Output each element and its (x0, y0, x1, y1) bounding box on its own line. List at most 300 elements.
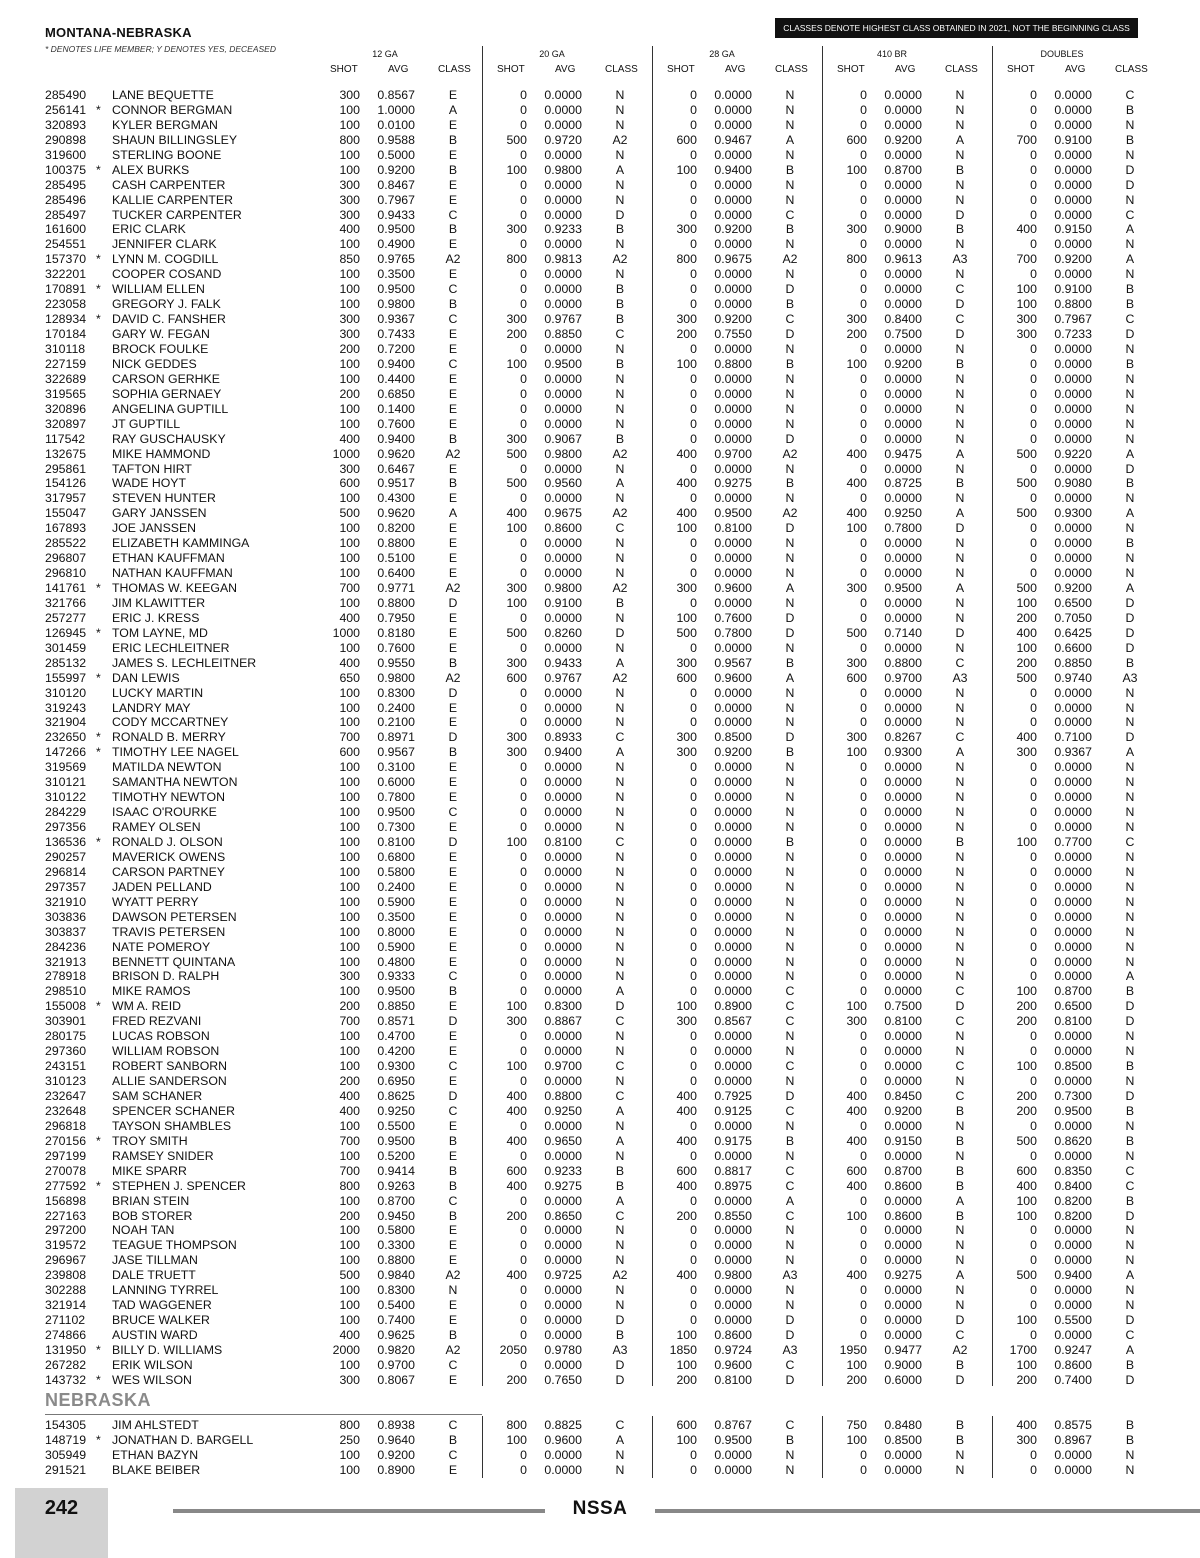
class-12ga: E (448, 1223, 458, 1238)
member-id: 320896 (45, 401, 87, 416)
class-410br: A (955, 446, 965, 461)
life-member-mark: * (96, 1178, 101, 1193)
member-name: GARY JANSSEN (112, 506, 207, 521)
class-410br: B (955, 476, 965, 491)
avg-20ga: 0.0000 (544, 1283, 582, 1298)
class-20ga: N (615, 610, 625, 625)
avg-410br: 0.0000 (884, 700, 922, 715)
shot-doubles: 500 (1016, 1268, 1037, 1283)
class-12ga: E (448, 1118, 458, 1133)
shot-410br: 0 (860, 790, 867, 805)
shot-28ga: 300 (676, 581, 697, 596)
shot-12ga: 100 (339, 1253, 360, 1268)
class-28ga: N (785, 1074, 795, 1089)
member-id: 310122 (45, 790, 87, 805)
avg-410br: 0.0000 (884, 835, 922, 849)
avg-28ga: 0.8817 (714, 1163, 752, 1178)
shot-20ga: 0 (520, 416, 527, 431)
table-row (0, 805, 1200, 820)
member-id: 296810 (45, 566, 87, 581)
shot-doubles: 0 (1030, 1298, 1037, 1313)
avg-28ga: 0.9125 (714, 1103, 752, 1118)
shot-28ga: 500 (676, 625, 697, 640)
shot-28ga: 0 (690, 1223, 697, 1238)
shot-doubles: 500 (1016, 476, 1037, 491)
avg-28ga: 0.0000 (714, 147, 752, 162)
class-20ga: D (615, 207, 625, 222)
class-12ga: C (448, 312, 458, 327)
shot-doubles: 0 (1030, 700, 1037, 715)
avg-doubles: 0.0000 (1054, 790, 1092, 805)
avg-doubles: 0.0000 (1054, 1328, 1092, 1343)
class-doubles: C (1125, 88, 1135, 102)
member-name: ERIC J. KRESS (112, 610, 200, 625)
class-20ga: N (615, 790, 625, 805)
member-name: KALLIE CARPENTER (112, 192, 233, 207)
class-doubles: N (1125, 820, 1135, 835)
shot-12ga: 100 (339, 1044, 360, 1059)
shot-20ga: 0 (520, 1148, 527, 1163)
table-row (0, 208, 1200, 223)
class-28ga: N (785, 88, 795, 102)
shot-20ga: 300 (506, 222, 527, 237)
avg-410br: 0.0000 (884, 267, 922, 282)
class-20ga: A (615, 1193, 625, 1208)
class-12ga: E (448, 1462, 458, 1477)
life-member-mark: * (96, 625, 101, 640)
avg-20ga: 0.0000 (544, 371, 582, 386)
class-28ga: N (785, 416, 795, 431)
class-20ga: B (615, 222, 625, 237)
avg-28ga: 0.9467 (714, 132, 752, 147)
avg-410br: 0.0000 (884, 1283, 922, 1298)
subheader-shot: SHOT (837, 64, 865, 75)
member-id: 148719 (45, 1432, 87, 1447)
avg-20ga: 0.0000 (544, 416, 582, 431)
shot-28ga: 400 (676, 446, 697, 461)
avg-20ga: 0.9275 (544, 1178, 582, 1193)
class-12ga: A (448, 506, 458, 521)
shot-410br: 0 (860, 192, 867, 207)
member-id: 128934 (45, 312, 87, 327)
avg-doubles: 0.0000 (1054, 1029, 1092, 1044)
class-20ga: N (615, 1044, 625, 1059)
class-doubles: D (1125, 327, 1135, 342)
class-12ga: E (448, 625, 458, 640)
class-doubles: N (1125, 760, 1135, 775)
shot-28ga: 0 (690, 282, 697, 297)
class-410br: N (955, 431, 965, 446)
avg-28ga: 0.0000 (714, 416, 752, 431)
avg-doubles: 0.0000 (1054, 356, 1092, 371)
life-member-mark: * (96, 1432, 101, 1447)
avg-doubles: 0.7050 (1054, 610, 1092, 625)
shot-20ga: 0 (520, 461, 527, 476)
avg-doubles: 0.0000 (1054, 939, 1092, 954)
class-doubles: N (1125, 790, 1135, 805)
avg-28ga: 0.0000 (714, 341, 752, 356)
class-410br: N (955, 1029, 965, 1044)
avg-12ga: 0.3500 (377, 267, 415, 282)
class-28ga: N (785, 1118, 795, 1133)
table-row (0, 984, 1200, 999)
shot-doubles: 0 (1030, 386, 1037, 401)
avg-20ga: 0.0000 (544, 909, 582, 924)
avg-12ga: 0.9250 (377, 1103, 415, 1118)
table-row (0, 476, 1200, 491)
shot-doubles: 700 (1016, 252, 1037, 267)
shot-28ga: 0 (690, 864, 697, 879)
class-410br: N (955, 536, 965, 551)
shot-410br: 750 (846, 1418, 867, 1432)
class-12ga: A2 (445, 1342, 461, 1357)
shot-doubles: 0 (1030, 924, 1037, 939)
shot-doubles: 0 (1030, 1074, 1037, 1089)
avg-28ga: 0.0000 (714, 879, 752, 894)
class-28ga: B (785, 222, 795, 237)
class-20ga: B (615, 356, 625, 371)
member-name: DALE TRUETT (112, 1268, 196, 1283)
class-12ga: E (448, 939, 458, 954)
class-doubles: N (1125, 1074, 1135, 1089)
shot-410br: 0 (860, 1193, 867, 1208)
avg-doubles: 0.7300 (1054, 1088, 1092, 1103)
member-name: JIM AHLSTEDT (112, 1418, 199, 1432)
shot-20ga: 0 (520, 341, 527, 356)
subheader-shot: SHOT (497, 64, 525, 75)
shot-doubles: 1700 (1009, 1342, 1037, 1357)
avg-20ga: 0.9813 (544, 252, 582, 267)
shot-doubles: 400 (1016, 1418, 1037, 1432)
shot-doubles: 100 (1016, 835, 1037, 849)
class-28ga: C (785, 1014, 795, 1029)
member-id: 303901 (45, 1014, 87, 1029)
class-20ga: C (615, 1088, 625, 1103)
class-20ga: N (615, 192, 625, 207)
class-doubles: B (1125, 297, 1135, 312)
table-row (0, 551, 1200, 566)
avg-28ga: 0.9500 (714, 506, 752, 521)
shot-12ga: 100 (339, 551, 360, 566)
avg-28ga: 0.7800 (714, 625, 752, 640)
avg-doubles: 0.0000 (1054, 1238, 1092, 1253)
shot-12ga: 700 (339, 1163, 360, 1178)
life-member-mark: * (96, 745, 101, 760)
table-row (0, 447, 1200, 462)
avg-28ga: 0.0000 (714, 1253, 752, 1268)
shot-410br: 0 (860, 536, 867, 551)
avg-410br: 0.0000 (884, 551, 922, 566)
group-header-410br: 410 BR (876, 49, 908, 59)
shot-doubles: 500 (1016, 581, 1037, 596)
shot-28ga: 800 (676, 252, 697, 267)
avg-410br: 0.9000 (884, 1357, 922, 1372)
avg-20ga: 0.9600 (544, 1432, 582, 1447)
class-doubles: A (1125, 222, 1135, 237)
shot-410br: 0 (860, 1447, 867, 1462)
avg-doubles: 0.0000 (1054, 461, 1092, 476)
avg-doubles: 0.8200 (1054, 1193, 1092, 1208)
class-20ga: N (615, 1223, 625, 1238)
shot-28ga: 0 (690, 924, 697, 939)
avg-410br: 0.0000 (884, 1193, 922, 1208)
shot-410br: 0 (860, 177, 867, 192)
avg-12ga: 0.5800 (377, 864, 415, 879)
class-doubles: N (1125, 267, 1135, 282)
avg-410br: 0.0000 (884, 595, 922, 610)
shot-doubles: 0 (1030, 431, 1037, 446)
avg-12ga: 0.7600 (377, 640, 415, 655)
avg-410br: 0.9150 (884, 1133, 922, 1148)
avg-doubles: 0.0000 (1054, 1118, 1092, 1133)
shot-doubles: 0 (1030, 551, 1037, 566)
avg-28ga: 0.0000 (714, 401, 752, 416)
class-28ga: N (785, 147, 795, 162)
class-doubles: N (1125, 431, 1135, 446)
shot-20ga: 100 (506, 521, 527, 536)
member-id: 310118 (45, 341, 86, 356)
member-id: 305949 (45, 1447, 87, 1462)
table-row (0, 133, 1200, 148)
member-id: 147266 (45, 745, 87, 760)
life-member-mark: * (96, 730, 101, 745)
shot-20ga: 0 (520, 790, 527, 805)
shot-12ga: 300 (339, 312, 360, 327)
member-name: JAMES S. LECHLEITNER (112, 655, 257, 670)
class-12ga: E (448, 521, 458, 536)
shot-410br: 200 (846, 327, 867, 342)
avg-410br: 0.7500 (884, 999, 922, 1014)
class-28ga: N (785, 551, 795, 566)
table-row (0, 1433, 1200, 1448)
member-id: 291521 (45, 1462, 87, 1477)
avg-20ga: 0.0000 (544, 954, 582, 969)
table-row (0, 178, 1200, 193)
member-name: COOPER COSAND (112, 267, 222, 282)
avg-20ga: 0.0000 (544, 207, 582, 222)
avg-12ga: 0.6467 (377, 461, 415, 476)
shot-410br: 0 (860, 386, 867, 401)
class-20ga: N (615, 879, 625, 894)
avg-doubles: 0.7967 (1054, 312, 1092, 327)
avg-20ga: 0.0000 (544, 1044, 582, 1059)
avg-12ga: 0.8800 (377, 595, 415, 610)
class-12ga: E (448, 924, 458, 939)
avg-28ga: 0.0000 (714, 954, 752, 969)
table-row (0, 1223, 1200, 1238)
table-row (0, 850, 1200, 865)
table-row (0, 118, 1200, 133)
avg-20ga: 0.0000 (544, 147, 582, 162)
shot-28ga: 0 (690, 760, 697, 775)
member-name: JONATHAN D. BARGELL (112, 1432, 254, 1447)
avg-20ga: 0.0000 (544, 790, 582, 805)
class-28ga: C (785, 1357, 795, 1372)
shot-12ga: 200 (339, 1208, 360, 1223)
shot-20ga: 0 (520, 775, 527, 790)
shot-doubles: 100 (1016, 1193, 1037, 1208)
avg-28ga: 0.0000 (714, 1462, 752, 1477)
avg-doubles: 0.6425 (1054, 625, 1092, 640)
class-doubles: N (1125, 551, 1135, 566)
member-name: SPENCER SCHANER (112, 1103, 235, 1118)
member-name: BILLY D. WILLIAMS (112, 1342, 223, 1357)
shot-12ga: 300 (339, 88, 360, 102)
member-id: 270156 (45, 1133, 87, 1148)
table-row (0, 880, 1200, 895)
avg-20ga: 0.0000 (544, 610, 582, 625)
member-id: 227159 (45, 356, 87, 371)
shot-410br: 0 (860, 954, 867, 969)
shot-12ga: 100 (339, 102, 360, 117)
class-410br: N (955, 790, 965, 805)
avg-12ga: 0.9414 (377, 1163, 415, 1178)
avg-20ga: 0.9767 (544, 312, 582, 327)
avg-20ga: 0.9800 (544, 162, 582, 177)
member-id: 239808 (45, 1268, 87, 1283)
shot-20ga: 0 (520, 102, 527, 117)
shot-12ga: 100 (339, 162, 360, 177)
class-28ga: N (785, 461, 795, 476)
avg-12ga: 0.6000 (377, 775, 415, 790)
shot-doubles: 500 (1016, 506, 1037, 521)
shot-20ga: 100 (506, 999, 527, 1014)
member-name: TIMOTHY LEE NAGEL (112, 745, 239, 760)
class-20ga: N (615, 416, 625, 431)
class-410br: N (955, 775, 965, 790)
class-410br: N (955, 416, 965, 431)
member-name: JASE TILLMAN (112, 1253, 198, 1268)
class-410br: A3 (952, 252, 968, 267)
member-id: 296814 (45, 864, 87, 879)
shot-12ga: 100 (339, 1118, 360, 1133)
table-row (0, 1104, 1200, 1119)
avg-20ga: 0.8650 (544, 1208, 582, 1223)
class-28ga: B (785, 476, 795, 491)
subheader-class: CLASS (605, 64, 638, 75)
member-name: ERIK WILSON (112, 1357, 193, 1372)
avg-28ga: 0.0000 (714, 551, 752, 566)
shot-12ga: 500 (339, 506, 360, 521)
table-row (0, 1343, 1200, 1358)
class-doubles: A3 (1122, 670, 1138, 685)
shot-20ga: 100 (506, 356, 527, 371)
member-id: 157370 (45, 252, 87, 267)
class-doubles: B (1125, 1133, 1135, 1148)
member-id: 296807 (45, 551, 87, 566)
class-12ga: D (448, 595, 458, 610)
avg-20ga: 0.0000 (544, 700, 582, 715)
shot-doubles: 0 (1030, 1029, 1037, 1044)
shot-410br: 0 (860, 1283, 867, 1298)
avg-12ga: 0.9620 (377, 446, 415, 461)
member-name: NOAH TAN (112, 1223, 175, 1238)
class-12ga: E (448, 700, 458, 715)
shot-12ga: 100 (339, 1283, 360, 1298)
shot-20ga: 0 (520, 879, 527, 894)
class-410br: N (955, 864, 965, 879)
class-12ga: E (448, 999, 458, 1014)
avg-410br: 0.9500 (884, 581, 922, 596)
avg-410br: 0.0000 (884, 924, 922, 939)
class-doubles: D (1125, 730, 1135, 745)
member-id: 270078 (45, 1163, 87, 1178)
shot-20ga: 0 (520, 864, 527, 879)
avg-410br: 0.0000 (884, 1313, 922, 1328)
shot-20ga: 0 (520, 610, 527, 625)
shot-20ga: 300 (506, 581, 527, 596)
shot-12ga: 400 (339, 222, 360, 237)
table-row (0, 1179, 1200, 1194)
avg-410br: 0.0000 (884, 1029, 922, 1044)
class-410br: N (955, 267, 965, 282)
avg-12ga: 0.9263 (377, 1178, 415, 1193)
avg-28ga: 0.8100 (714, 521, 752, 536)
class-doubles: N (1125, 805, 1135, 820)
class-410br: N (955, 805, 965, 820)
shot-doubles: 0 (1030, 1253, 1037, 1268)
member-name: TOM LAYNE, MD (112, 625, 208, 640)
shot-20ga: 0 (520, 1313, 527, 1328)
shot-doubles: 0 (1030, 237, 1037, 252)
table-row (0, 999, 1200, 1014)
avg-28ga: 0.7925 (714, 1088, 752, 1103)
member-name: MAVERICK OWENS (112, 849, 226, 864)
shot-20ga: 0 (520, 1074, 527, 1089)
class-doubles: A (1125, 1342, 1135, 1357)
class-28ga: N (785, 177, 795, 192)
class-20ga: A2 (612, 446, 628, 461)
shot-12ga: 700 (339, 1014, 360, 1029)
class-20ga: B (615, 595, 625, 610)
avg-410br: 0.0000 (884, 1223, 922, 1238)
class-28ga: C (785, 1208, 795, 1223)
class-410br: N (955, 371, 965, 386)
avg-410br: 0.0000 (884, 1298, 922, 1313)
avg-410br: 0.0000 (884, 566, 922, 581)
member-name: SOPHIA GERNAEY (112, 386, 222, 401)
shot-410br: 0 (860, 416, 867, 431)
shot-doubles: 200 (1016, 1088, 1037, 1103)
table-row (0, 103, 1200, 118)
class-12ga: B (448, 1208, 458, 1223)
shot-12ga: 100 (339, 1298, 360, 1313)
member-name: JIM KLAWITTER (112, 595, 206, 610)
class-20ga: N (615, 1118, 625, 1133)
shot-12ga: 100 (339, 805, 360, 820)
shot-doubles: 600 (1016, 1163, 1037, 1178)
class-doubles: N (1125, 924, 1135, 939)
avg-410br: 0.8480 (884, 1418, 922, 1432)
member-id: 271102 (45, 1313, 86, 1328)
member-name: MIKE SPARR (112, 1163, 187, 1178)
shot-12ga: 100 (339, 371, 360, 386)
avg-20ga: 0.9800 (544, 581, 582, 596)
class-410br: C (955, 730, 965, 745)
shot-410br: 0 (860, 849, 867, 864)
shot-410br: 0 (860, 685, 867, 700)
class-28ga: D (785, 431, 795, 446)
class-12ga: B (448, 222, 458, 237)
class-410br: B (955, 1133, 965, 1148)
shot-28ga: 0 (690, 984, 697, 999)
member-id: 170184 (45, 327, 87, 342)
shot-20ga: 0 (520, 147, 527, 162)
shot-12ga: 300 (339, 327, 360, 342)
shot-12ga: 100 (339, 1447, 360, 1462)
shot-doubles: 400 (1016, 222, 1037, 237)
avg-20ga: 0.9250 (544, 1103, 582, 1118)
